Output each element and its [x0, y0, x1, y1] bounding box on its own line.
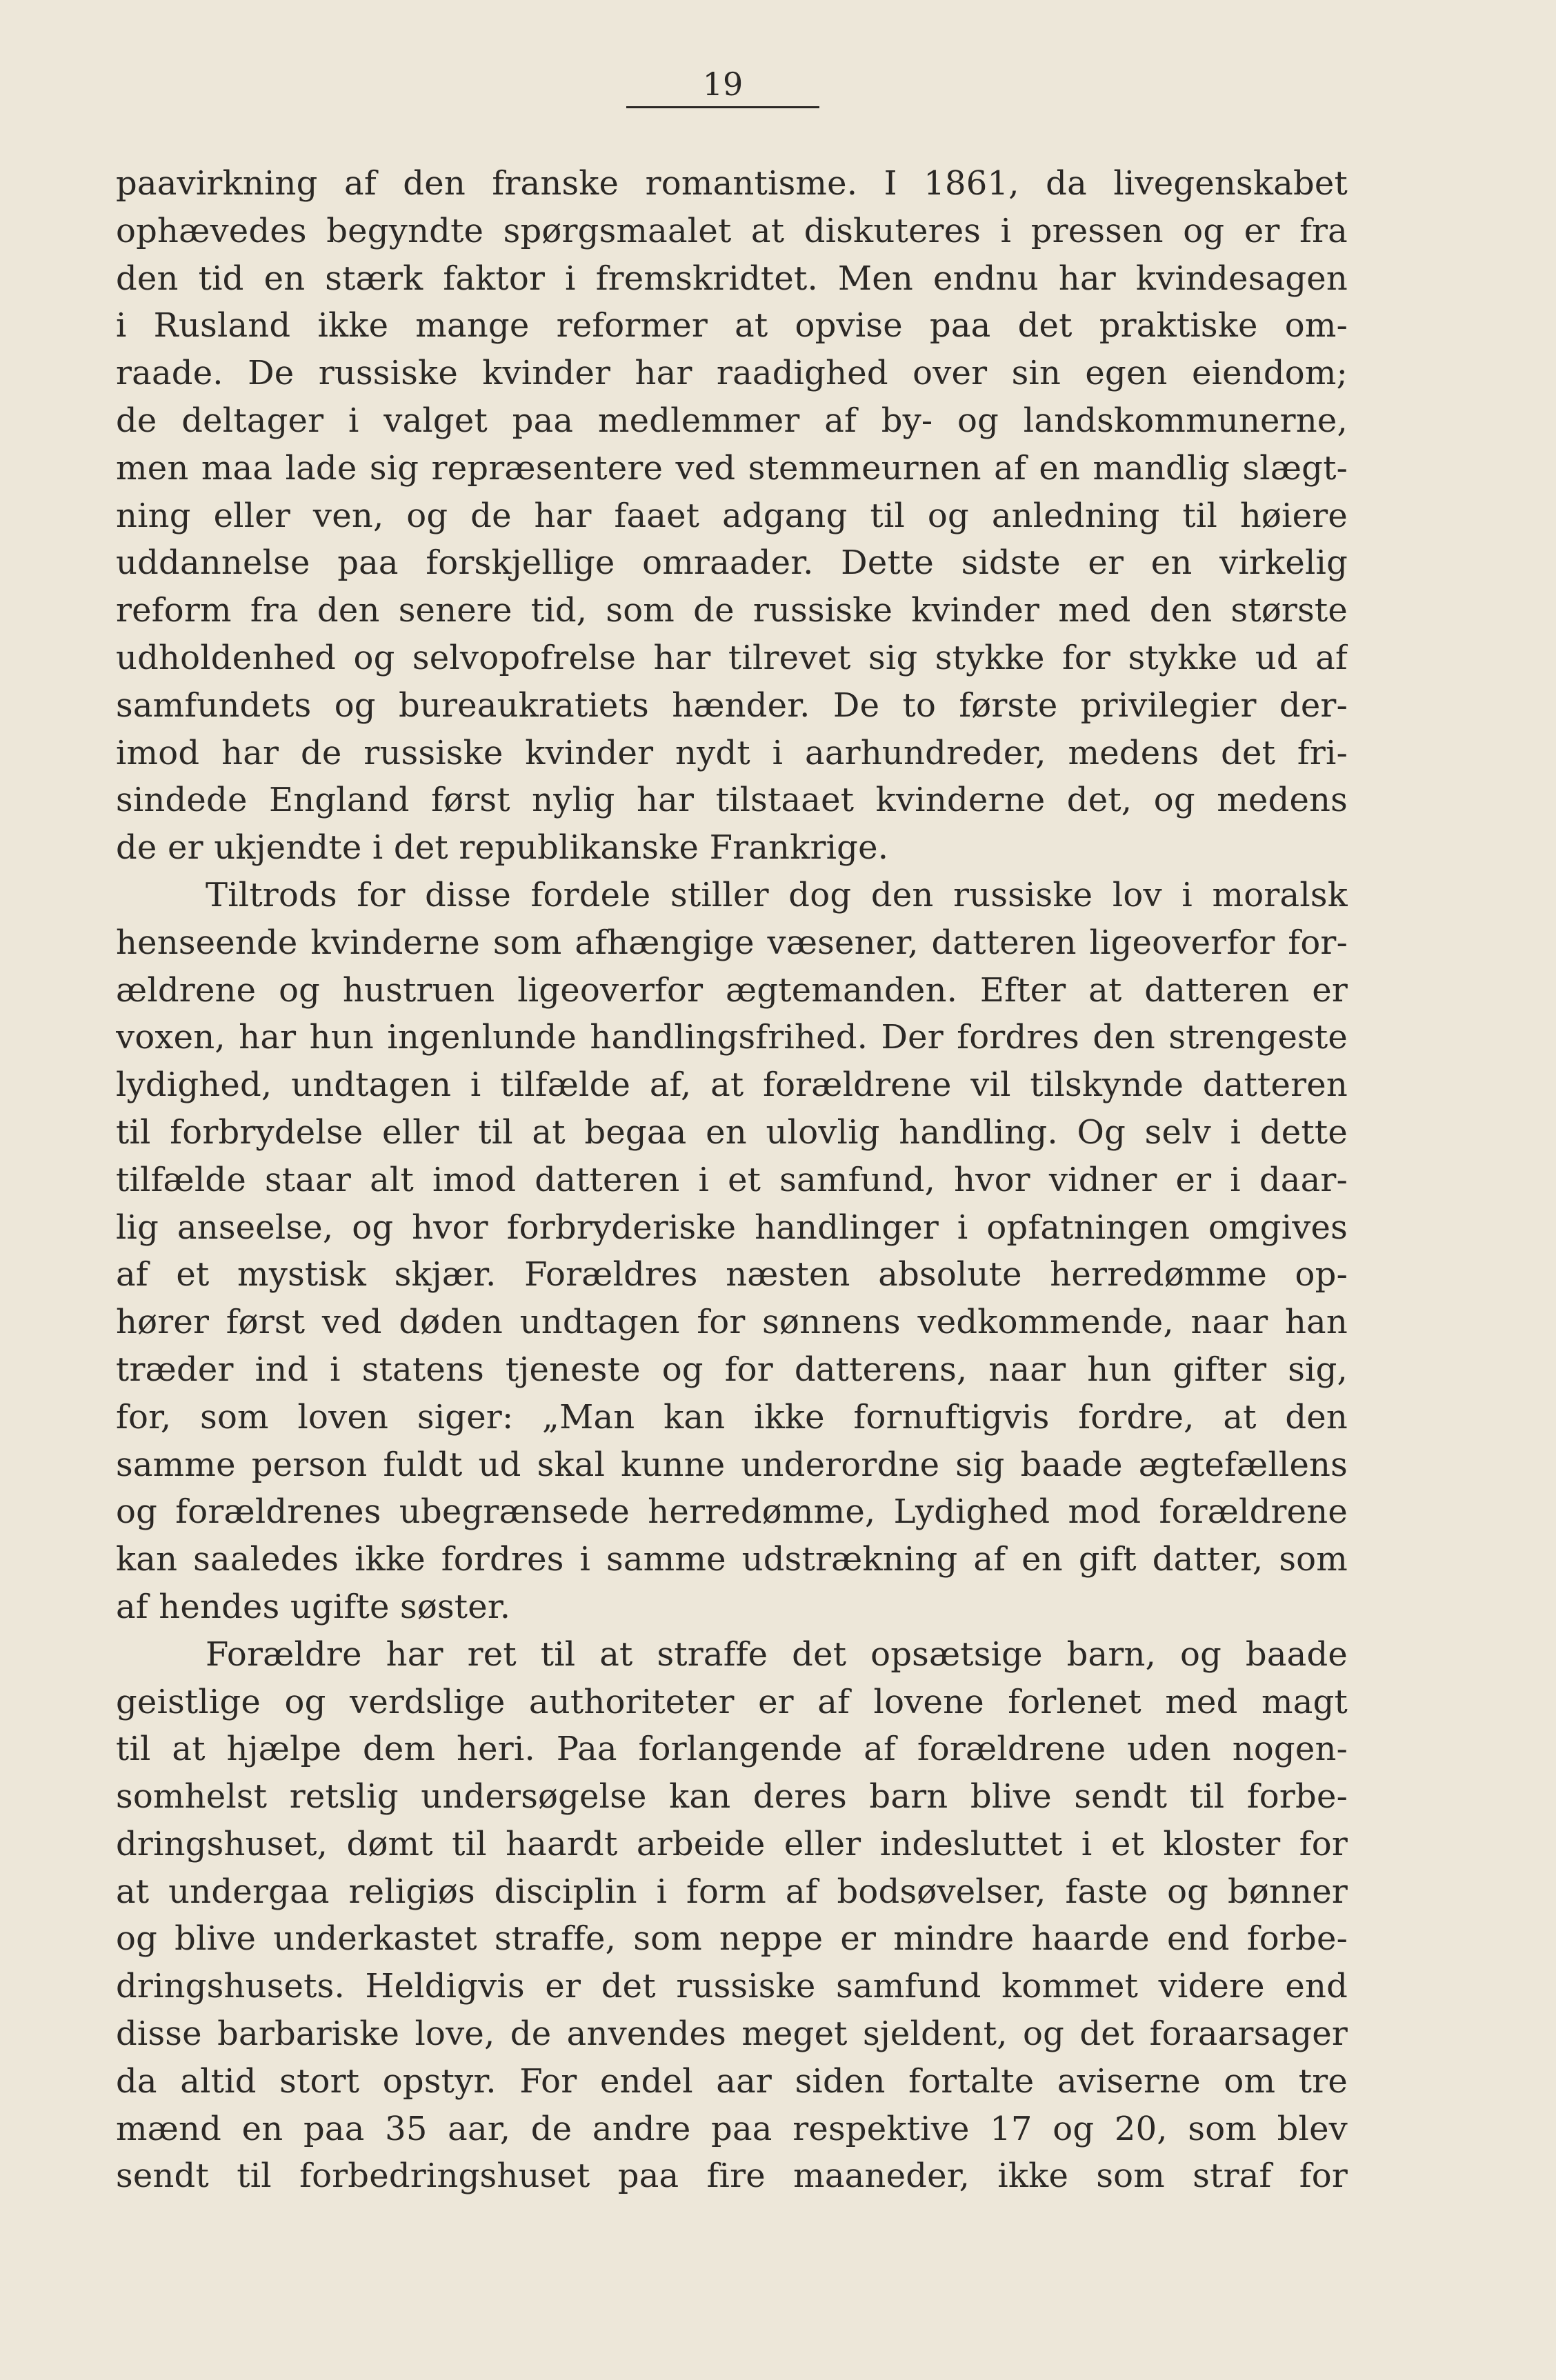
- text-line: tilfælde staar alt imod datteren i et samfund, hvor vidner er i daar-: [116, 1160, 1348, 1199]
- text-line: ældrene og hustruen ligeoverfor ægtemanden. Efter at datteren er: [116, 970, 1348, 1010]
- text-line: mænd en paa 35 aar, de andre paa respektive 17 og 20, som blev: [116, 2109, 1348, 2148]
- text-line: samfundets og bureaukratiets hænder. De to første privilegier der-: [116, 686, 1348, 725]
- text-line: dringshuset, dømt til haardt arbeide eller indesluttet i et kloster for: [116, 1824, 1348, 1863]
- body-text: [116, 160, 1348, 2200]
- page-number-container: [626, 63, 819, 105]
- text-line: for, som loven siger: „Man kan ikke fornuftigvis fordre, at den: [116, 1397, 1348, 1437]
- text-line: raade. De russiske kvinder har raadighed over sin egen eiendom;: [116, 354, 1348, 393]
- text-line: kan saaledes ikke fordres i samme udstrækning af en gift datter, som: [116, 1540, 1348, 1579]
- text-line: men maa lade sig repræsentere ved stemmeurnen af en mandlig slægt-: [116, 448, 1348, 488]
- text-line: til forbrydelse eller til at begaa en ulovlig handling. Og selv i dette: [116, 1112, 1348, 1152]
- page-number-rule: [626, 106, 819, 108]
- text-line: hører først ved døden undtagen for sønnens vedkommende, naar han: [116, 1303, 1348, 1342]
- text-line: træder ind i statens tjeneste og for datterens, naar hun gifter sig,: [116, 1350, 1348, 1389]
- text-line: Forældre har ret til at straffe det opsætsige barn, og baade: [206, 1634, 1348, 1674]
- text-line: uddannelse paa forskjellige omraader. Dette sidste er en virkelig: [116, 543, 1348, 583]
- text-line: dringshusets. Heldigvis er det russiske samfund kommet videre end: [116, 1967, 1348, 2006]
- page-number: 19: [702, 66, 744, 103]
- text-line: sendt til forbedringshuset paa fire maaneder, ikke som straf for: [116, 2157, 1348, 2196]
- text-line: de deltager i valget paa medlemmer af by- og landskommunerne,: [116, 401, 1348, 440]
- text-line: somhelst retslig undersøgelse kan deres barn blive sendt til forbe-: [116, 1777, 1348, 1817]
- text-line: lig anseelse, og hvor forbryderiske handlinger i opfatningen omgives: [116, 1208, 1348, 1247]
- text-line: reform fra den senere tid, som de russiske kvinder med den største: [116, 591, 1348, 630]
- text-line: af et mystisk skjær. Forældres næsten absolute herredømme op-: [116, 1255, 1348, 1294]
- text-line: i Rusland ikke mange reformer at opvise paa det praktiske om-: [116, 306, 1348, 346]
- text-line: og blive underkastet straffe, som neppe er mindre haarde end forbe-: [116, 1919, 1348, 1959]
- text-line: af hendes ugifte søster.: [116, 1587, 511, 1626]
- text-line: paavirkning af den franske romantisme. I 1861, da livegenskabet: [116, 164, 1348, 203]
- text-line: da altid stort opstyr. For endel aar siden fortalte aviserne om tre: [116, 2061, 1348, 2101]
- text-line: Tiltrods for disse fordele stiller dog den russiske lov i moralsk: [206, 875, 1348, 914]
- text-line: til at hjælpe dem heri. Paa forlangende af forældrene uden nogen-: [116, 1730, 1348, 1769]
- text-line: og forældrenes ubegrænsede herredømme, Lydighed mod forældrene: [116, 1492, 1348, 1532]
- text-line: voxen, har hun ingenlunde handlingsfrihed. Der fordres den strengeste: [116, 1018, 1348, 1057]
- text-line: sindede England først nylig har tilstaaet kvinderne det, og medens: [116, 781, 1348, 820]
- text-line: geistlige og verdslige authoriteter er af lovene forlenet med magt: [116, 1682, 1348, 1721]
- text-line: ning eller ven, og de har faaet adgang til og anledning til høiere: [116, 496, 1348, 535]
- text-line: ophævedes begyndte spørgsmaalet at diskuteres i pressen og er fra: [116, 211, 1348, 250]
- text-line: lydighed, undtagen i tilfælde af, at forældrene vil tilskynde datteren: [116, 1066, 1348, 1105]
- text-line: henseende kvinderne som afhængige væsener, datteren ligeoverfor for-: [116, 923, 1348, 962]
- text-line: imod har de russiske kvinder nydt i aarhundreder, medens det fri-: [116, 733, 1348, 772]
- text-line: at undergaa religiøs disciplin i form af bodsøvelser, faste og bønner: [116, 1872, 1348, 1911]
- text-line: de er ukjendte i det republikanske Frankrige.: [116, 828, 889, 868]
- text-line: den tid en stærk faktor i fremskridtet. Men endnu har kvindesagen: [116, 259, 1348, 298]
- text-line: samme person fuldt ud skal kunne underordne sig baade ægtefællens: [116, 1445, 1348, 1484]
- text-line: disse barbariske love, de anvendes meget sjeldent, og det foraarsager: [116, 2014, 1348, 2054]
- text-line: udholdenhed og selvopofrelse har tilrevet sig stykke for stykke ud af: [116, 638, 1348, 677]
